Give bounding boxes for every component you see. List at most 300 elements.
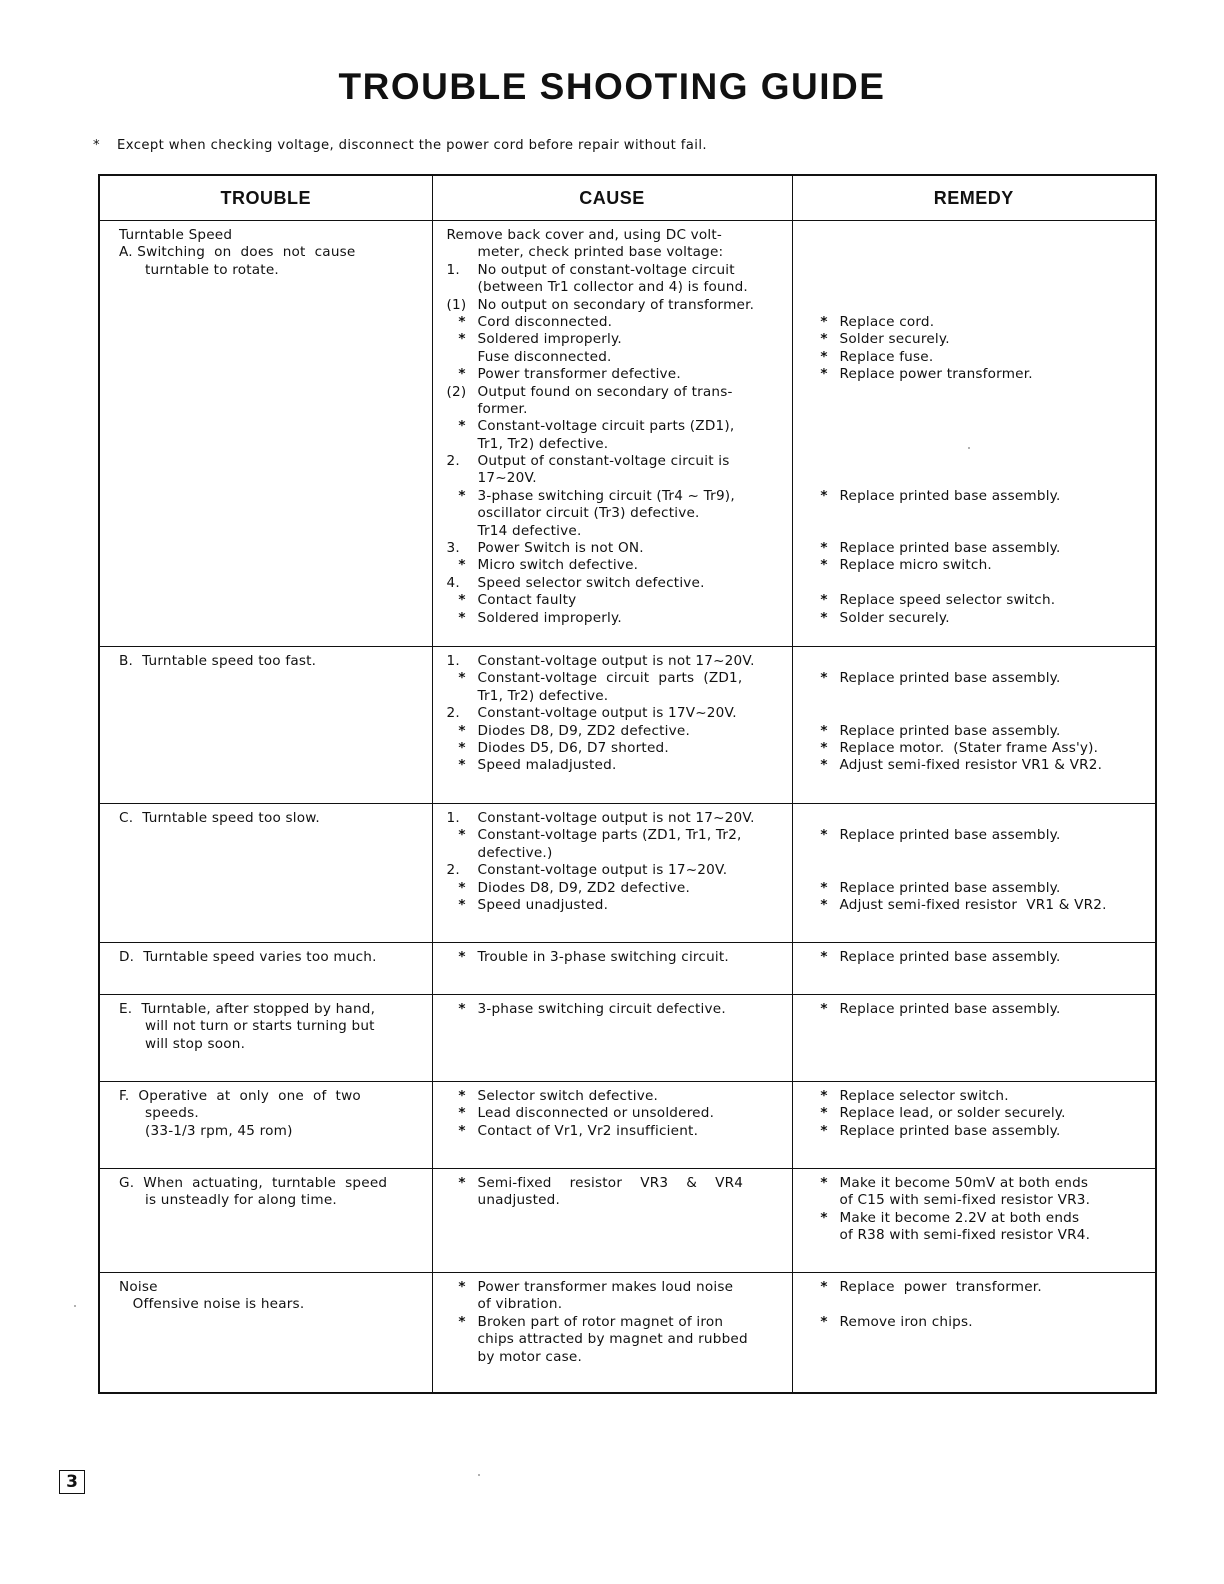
table-row [99, 995, 1156, 1082]
line-text: 3-phase switching circuit (Tr4 ~ Tr9), [477, 487, 735, 504]
line-text: Broken part of rotor magnet of iron [477, 1313, 724, 1330]
bullet-marker: * [820, 949, 828, 965]
bullet-marker: * [820, 1313, 828, 1330]
remedy-cell-line [793, 897, 1156, 914]
bullet-marker: * [820, 540, 828, 557]
cause-cell-line [433, 740, 792, 757]
remedy-cell [792, 1273, 1156, 1393]
cause-cell-line [433, 453, 792, 470]
bullet-marker: * [820, 879, 828, 896]
line-text: Replace selector switch. [839, 1088, 1009, 1104]
line-text: Replace speed selector switch. [839, 592, 1056, 609]
bullet-marker: * [820, 487, 828, 504]
remedy-cell-line [793, 401, 1156, 418]
remedy-cell-line [793, 880, 1156, 897]
cause-cell-line [433, 723, 792, 740]
cause-cell [432, 1273, 792, 1393]
remedy-cell-line [793, 314, 1156, 331]
bullet-marker: * [820, 739, 828, 756]
cause-cell-line [433, 401, 792, 418]
line-text: Power transformer defective. [477, 366, 681, 383]
remedy-cell-line [793, 740, 1156, 757]
remedy-cell-line [793, 757, 1156, 774]
bullet-marker: * [820, 1001, 828, 1017]
bullet-marker: * [820, 1279, 828, 1295]
table-header-row [99, 175, 1156, 221]
trouble-cell [99, 1273, 432, 1393]
item-number: 1. [446, 653, 460, 669]
trouble-cell-line [100, 1175, 432, 1192]
line-text: of C15 with semi-fixed resistor VR3. [839, 1192, 1091, 1209]
remedy-cell-line [793, 1088, 1156, 1105]
remedy-cell-line [793, 540, 1156, 557]
remedy-cell-line [793, 366, 1156, 383]
line-text: No output on secondary of transformer. [477, 296, 755, 313]
cause-cell-line [433, 1296, 792, 1313]
remedy-cell-line [793, 949, 1156, 966]
trouble-cell [99, 943, 432, 995]
bullet-marker: * [458, 487, 466, 504]
cause-cell-line [433, 384, 792, 401]
remedy-cell-line [793, 1105, 1156, 1122]
cause-cell-line [433, 366, 792, 383]
line-text: 3-phase switching circuit defective. [477, 1001, 726, 1017]
trouble-cell [99, 647, 432, 804]
cause-cell-line [433, 757, 792, 774]
line-text: Solder securely. [839, 331, 950, 348]
bullet-marker: * [820, 670, 828, 687]
bullet-marker: * [458, 722, 466, 739]
trouble-cell-line [100, 653, 432, 670]
remedy-cell-line [793, 488, 1156, 505]
bullet-marker: * [820, 827, 828, 844]
line-text: Turntable Speed [119, 227, 233, 243]
line-text: Trouble in 3-phase switching circuit. [477, 949, 729, 965]
cause-cell-line [433, 1279, 792, 1296]
line-text: Diodes D8, D9, ZD2 defective. [477, 879, 690, 896]
remedy-cell-line [793, 453, 1156, 470]
bullet-marker: * [458, 879, 466, 896]
remedy-cell [792, 804, 1156, 943]
cause-cell-line [433, 436, 792, 453]
line-text: Speed selector switch defective. [477, 574, 705, 591]
line-text: Speed unadjusted. [477, 896, 609, 913]
line-text: Diodes D8, D9, ZD2 defective. [477, 722, 690, 739]
remedy-cell [792, 995, 1156, 1082]
item-number: 2. [446, 453, 460, 470]
line-text: Replace power transformer. [839, 1279, 1042, 1295]
line-text: Constant-voltage output is 17V~20V. [477, 705, 737, 722]
line-text: turntable to rotate. [145, 261, 279, 278]
line-text: of R38 with semi-fixed resistor VR4. [839, 1227, 1091, 1244]
cause-cell-line [433, 1314, 792, 1331]
remedy-cell-line [793, 1227, 1156, 1244]
cause-cell-line [433, 897, 792, 914]
remedy-cell-line [793, 1210, 1156, 1227]
line-text: by motor case. [477, 1348, 582, 1365]
cause-cell-line [433, 1349, 792, 1366]
bullet-marker: * [820, 557, 828, 574]
cause-cell-line [433, 1192, 792, 1209]
cause-cell-line [433, 523, 792, 540]
line-text: Replace printed base assembly. [839, 540, 1061, 557]
remedy-cell-line [793, 1123, 1156, 1140]
table-row [99, 1082, 1156, 1169]
header-trouble: TROUBLE [99, 175, 432, 221]
scan-speck [968, 447, 970, 449]
cause-cell-line [433, 653, 792, 670]
cause-cell-line [433, 1001, 792, 1018]
remedy-cell-line [793, 1001, 1156, 1018]
line-text: Replace printed base assembly. [839, 949, 1061, 965]
line-text: Power Switch is not ON. [477, 540, 644, 557]
line-text: A. Switching on does not cause [119, 244, 356, 261]
header-cause: CAUSE [432, 175, 792, 221]
cause-cell-line [433, 297, 792, 314]
bullet-marker: * [458, 1313, 466, 1330]
line-text: (between Tr1 collector and 4) is found. [477, 279, 748, 296]
trouble-cell-line [100, 244, 432, 261]
line-text: meter, check printed base voltage: [477, 244, 724, 261]
cause-cell [432, 221, 792, 647]
page-number: 3 [59, 1470, 85, 1494]
cause-cell-line [433, 488, 792, 505]
line-text: Replace printed base assembly. [839, 879, 1061, 896]
remedy-cell [792, 221, 1156, 647]
bullet-marker: * [458, 418, 466, 435]
table-row [99, 647, 1156, 804]
line-text: 17~20V. [477, 470, 537, 487]
remedy-cell-line [793, 827, 1156, 844]
trouble-cell [99, 1082, 432, 1169]
remedy-cell-line [793, 557, 1156, 574]
note-text: Except when checking voltage, disconnect the power cord before repair without fail. [117, 138, 708, 153]
line-text: No output of constant-voltage circuit [477, 261, 735, 278]
cause-cell-line [433, 1105, 792, 1122]
line-text: Constant-voltage parts (ZD1, Tr1, Tr2, [477, 827, 742, 844]
line-text: Replace micro switch. [839, 557, 992, 574]
bullet-marker: * [820, 313, 828, 330]
remedy-cell [792, 1082, 1156, 1169]
remedy-cell [792, 647, 1156, 804]
table-row [99, 804, 1156, 943]
trouble-cell-line [100, 262, 432, 279]
scan-speck [478, 1474, 480, 1476]
cause-cell-line [433, 827, 792, 844]
trouble-cell-line [100, 1001, 432, 1018]
line-text: chips attracted by magnet and rubbed [477, 1331, 748, 1348]
table-row [99, 1273, 1156, 1393]
line-text: will stop soon. [145, 1035, 246, 1052]
remedy-cell-line [793, 384, 1156, 401]
line-text: Soldered improperly. [477, 331, 622, 348]
trouble-cell-line [100, 1279, 432, 1296]
cause-cell [432, 804, 792, 943]
line-text: Semi-fixed resistor VR3 & VR4 [477, 1175, 744, 1191]
item-number: (1) [446, 296, 467, 313]
line-text: Tr1, Tr2) defective. [477, 435, 609, 452]
cause-cell-line [433, 505, 792, 522]
line-text: Remove iron chips. [839, 1313, 973, 1330]
bullet-marker: * [820, 592, 828, 609]
cause-cell-line [433, 1331, 792, 1348]
table-row [99, 221, 1156, 647]
trouble-cell-line [100, 1105, 432, 1122]
line-text: will not turn or starts turning but [145, 1018, 375, 1035]
remedy-cell-line [793, 227, 1156, 244]
line-text: C. Turntable speed too slow. [119, 810, 320, 826]
line-text: former. [477, 400, 528, 417]
bullet-marker: * [458, 1105, 466, 1122]
remedy-cell-line [793, 1175, 1156, 1192]
item-number: 1. [446, 810, 460, 826]
line-text: Replace lead, or solder securely. [839, 1105, 1066, 1122]
line-text: B. Turntable speed too fast. [119, 653, 317, 669]
line-text: Remove back cover and, using DC volt- [446, 227, 723, 243]
remedy-cell [792, 1169, 1156, 1273]
table-row [99, 943, 1156, 995]
bullet-marker: * [458, 949, 466, 965]
bullet-marker: * [820, 1175, 828, 1191]
line-text: Replace printed base assembly. [839, 722, 1061, 739]
remedy-cell-line [793, 688, 1156, 705]
trouble-cell-line [100, 810, 432, 827]
scan-speck [74, 1305, 76, 1307]
cause-cell-line [433, 862, 792, 879]
line-text: Replace printed base assembly. [839, 487, 1061, 504]
bullet-marker: * [458, 609, 466, 626]
cause-cell [432, 943, 792, 995]
remedy-cell-line [793, 436, 1156, 453]
cause-cell-line [433, 810, 792, 827]
line-text: Replace power transformer. [839, 366, 1033, 383]
cause-cell-line [433, 949, 792, 966]
cause-cell-line [433, 880, 792, 897]
remedy-cell [792, 943, 1156, 995]
cause-cell-line [433, 1123, 792, 1140]
cause-cell-line [433, 227, 792, 244]
line-text: Soldered improperly. [477, 609, 622, 626]
line-text: Make it become 2.2V at both ends [839, 1209, 1080, 1226]
line-text: D. Turntable speed varies too much. [119, 949, 377, 965]
cause-cell [432, 647, 792, 804]
cause-cell-line [433, 470, 792, 487]
remedy-cell-line [793, 297, 1156, 314]
remedy-cell-line [793, 349, 1156, 366]
item-number: 4. [446, 574, 460, 591]
note-bullet: * [93, 138, 100, 153]
line-text: Tr14 defective. [477, 522, 582, 539]
remedy-cell-line [793, 279, 1156, 296]
item-number: 2. [446, 705, 460, 722]
line-text: Adjust semi-fixed resistor VR1 & VR2. [839, 757, 1103, 774]
line-text: F. Operative at only one of two [119, 1088, 361, 1104]
bullet-marker: * [820, 348, 828, 365]
line-text: Cord disconnected. [477, 313, 613, 330]
cause-cell-line [433, 1175, 792, 1192]
repair-note [93, 138, 707, 153]
line-text: Replace motor. (Stater frame Ass'y). [839, 739, 1099, 756]
cause-cell-line [433, 705, 792, 722]
bullet-marker: * [820, 366, 828, 383]
cause-cell-line [433, 592, 792, 609]
line-text: speeds. [145, 1105, 199, 1122]
bullet-marker: * [458, 1122, 466, 1139]
cause-cell [432, 1082, 792, 1169]
line-text: Constant-voltage output is 17~20V. [477, 862, 728, 879]
trouble-cell-line [100, 1296, 432, 1313]
line-text: E. Turntable, after stopped by hand, [119, 1001, 376, 1017]
cause-cell-line [433, 575, 792, 592]
cause-cell-line [433, 688, 792, 705]
line-text: unadjusted. [477, 1192, 561, 1209]
remedy-cell-line [793, 592, 1156, 609]
remedy-cell-line [793, 1279, 1156, 1296]
remedy-cell-line [793, 810, 1156, 827]
bullet-marker: * [820, 1209, 828, 1226]
table-row [99, 1169, 1156, 1273]
line-text: Contact faulty [477, 592, 577, 609]
bullet-marker: * [458, 827, 466, 844]
line-text: Replace printed base assembly. [839, 1122, 1061, 1139]
bullet-marker: * [820, 1088, 828, 1104]
bullet-marker: * [458, 313, 466, 330]
cause-cell-line [433, 610, 792, 627]
cause-cell-line [433, 349, 792, 366]
line-text: Solder securely. [839, 609, 950, 626]
cause-cell-line [433, 845, 792, 862]
bullet-marker: * [458, 557, 466, 574]
remedy-cell-line [793, 331, 1156, 348]
bullet-marker: * [458, 366, 466, 383]
cause-cell-line [433, 670, 792, 687]
line-text: Tr1, Tr2) defective. [477, 687, 609, 704]
cause-cell [432, 1169, 792, 1273]
line-text: Replace printed base assembly. [839, 827, 1061, 844]
bullet-marker: * [458, 670, 466, 687]
remedy-cell-line [793, 244, 1156, 261]
item-number: (2) [446, 383, 467, 400]
bullet-marker: * [458, 1175, 466, 1191]
cause-cell-line [433, 331, 792, 348]
remedy-cell-line [793, 670, 1156, 687]
bullet-marker: * [458, 592, 466, 609]
bullet-marker: * [820, 896, 828, 913]
trouble-shooting-table [98, 174, 1157, 1394]
bullet-marker: * [820, 757, 828, 774]
line-text: Output found on secondary of trans- [477, 383, 733, 400]
remedy-cell-line [793, 470, 1156, 487]
bullet-marker: * [458, 331, 466, 348]
line-text: Power transformer makes loud noise [477, 1279, 734, 1295]
trouble-cell-line [100, 1018, 432, 1035]
cause-cell-line [433, 418, 792, 435]
line-text: Constant-voltage output is not 17~20V. [477, 653, 755, 669]
cause-cell-line [433, 244, 792, 261]
bullet-marker: * [458, 896, 466, 913]
line-text: Replace fuse. [839, 348, 934, 365]
line-text: Constant-voltage circuit parts (ZD1, [477, 670, 743, 687]
remedy-cell-line [793, 1314, 1156, 1331]
remedy-cell-line [793, 1192, 1156, 1209]
remedy-cell-line [793, 653, 1156, 670]
line-text: is unsteadly for along time. [145, 1192, 337, 1209]
trouble-cell-line [100, 227, 432, 244]
remedy-cell-line [793, 523, 1156, 540]
line-text: Micro switch defective. [477, 557, 639, 574]
line-text: Constant-voltage circuit parts (ZD1), [477, 418, 735, 435]
line-text: Make it become 50mV at both ends [839, 1175, 1089, 1191]
bullet-marker: * [820, 722, 828, 739]
line-text: Output of constant-voltage circuit is [477, 453, 730, 470]
trouble-cell [99, 804, 432, 943]
line-text: (33-1/3 rpm, 45 rom) [145, 1122, 293, 1139]
item-number: 3. [446, 540, 460, 557]
line-text: Offensive noise is hears. [119, 1296, 305, 1313]
line-text: of vibration. [477, 1296, 563, 1313]
cause-cell [432, 995, 792, 1082]
remedy-cell-line [793, 705, 1156, 722]
header-remedy: REMEDY [792, 175, 1156, 221]
bullet-marker: * [458, 757, 466, 774]
cause-cell-line [433, 1088, 792, 1105]
trouble-cell-line [100, 1192, 432, 1209]
trouble-cell-line [100, 1036, 432, 1053]
bullet-marker: * [458, 1001, 466, 1017]
line-text: defective.) [477, 844, 553, 861]
line-text: Replace printed base assembly. [839, 670, 1061, 687]
line-text: Selector switch defective. [477, 1088, 659, 1104]
remedy-cell-line [793, 723, 1156, 740]
trouble-cell-line [100, 1123, 432, 1140]
line-text: Diodes D5, D6, D7 shorted. [477, 739, 669, 756]
line-text: G. When actuating, turntable speed [119, 1175, 388, 1191]
remedy-cell-line [793, 418, 1156, 435]
item-number: 1. [446, 261, 460, 278]
item-number: 2. [446, 862, 460, 879]
line-text: oscillator circuit (Tr3) defective. [477, 505, 700, 522]
trouble-cell-line [100, 1088, 432, 1105]
line-text: Constant-voltage output is not 17~20V. [477, 810, 755, 826]
bullet-marker: * [458, 739, 466, 756]
remedy-cell-line [793, 262, 1156, 279]
cause-cell-line [433, 314, 792, 331]
line-text: Contact of Vr1, Vr2 insufficient. [477, 1122, 699, 1139]
trouble-cell [99, 1169, 432, 1273]
remedy-cell-line [793, 575, 1156, 592]
bullet-marker: * [820, 331, 828, 348]
line-text: Noise [119, 1279, 158, 1295]
bullet-marker: * [458, 1279, 466, 1295]
line-text: Replace printed base assembly. [839, 1001, 1061, 1017]
remedy-cell-line [793, 845, 1156, 862]
trouble-cell-line [100, 949, 432, 966]
line-text: Adjust semi-fixed resistor VR1 & VR2. [839, 896, 1107, 913]
remedy-cell-line [793, 1296, 1156, 1313]
remedy-cell-line [793, 610, 1156, 627]
bullet-marker: * [820, 1105, 828, 1122]
line-text: Speed maladjusted. [477, 757, 617, 774]
remedy-cell-line [793, 505, 1156, 522]
line-text: Fuse disconnected. [477, 348, 612, 365]
bullet-marker: * [820, 609, 828, 626]
trouble-cell [99, 995, 432, 1082]
cause-cell-line [433, 279, 792, 296]
line-text: Replace cord. [839, 313, 935, 330]
cause-cell-line [433, 262, 792, 279]
cause-cell-line [433, 557, 792, 574]
cause-cell-line [433, 540, 792, 557]
